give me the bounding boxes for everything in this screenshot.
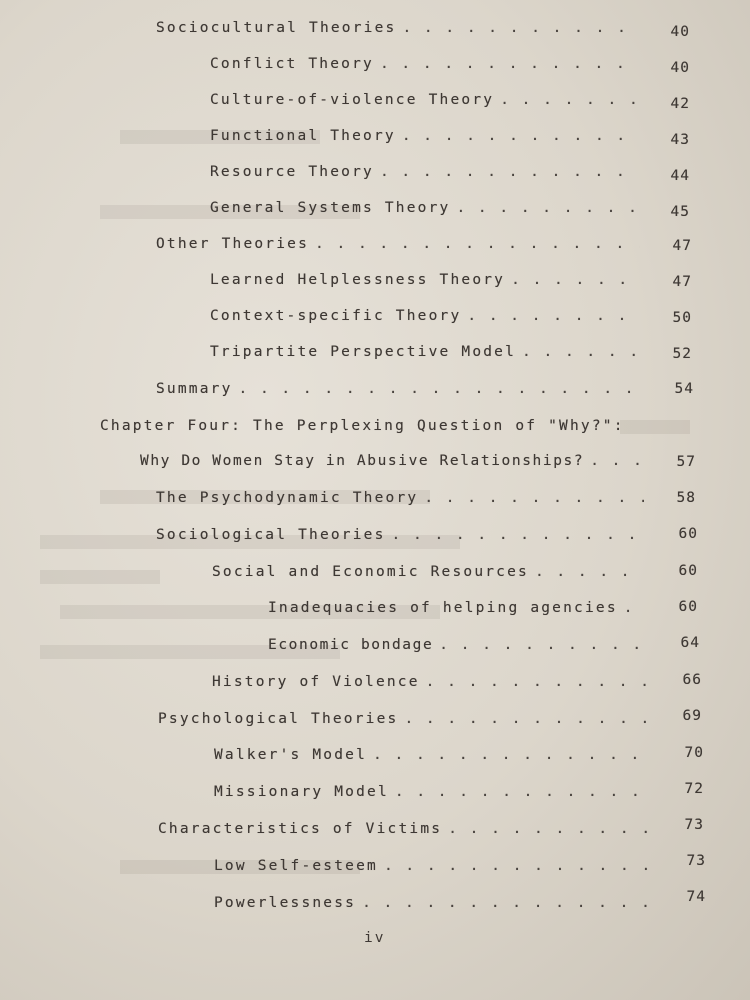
toc-entry-page: 45 (670, 204, 690, 220)
toc-entry-title: Context-specific Theory (210, 308, 462, 324)
toc-entry-title: Learned Helplessness Theory (210, 272, 506, 288)
toc-entry (212, 674, 652, 698)
toc-entry-title: Psychological Theories (158, 711, 399, 727)
toc-entry (210, 92, 646, 116)
toc-entry (210, 308, 646, 332)
leader-dots (424, 490, 644, 506)
toc-entry-title: Summary (156, 381, 233, 397)
toc-entry-page: 42 (670, 96, 690, 112)
toc-entry-title: Social and Economic Resources (212, 564, 529, 580)
toc-entry-page: 66 (682, 672, 702, 688)
toc-entry-page: 60 (678, 599, 698, 615)
toc-entry-title: Other Theories (156, 236, 310, 252)
toc-entry-title: Missionary Model (214, 784, 389, 800)
toc-entry (156, 527, 650, 551)
toc-entry-page: 60 (678, 526, 698, 542)
chapter-heading: Chapter Four: The Perplexing Question of "Why?": (100, 418, 625, 434)
leader-dots (373, 747, 648, 763)
toc-entry (140, 453, 648, 477)
leader-dots (402, 20, 640, 36)
toc-entry-title: Characteristics of Victims (158, 821, 443, 837)
toc-entry (210, 56, 646, 80)
leader-dots (402, 128, 640, 144)
toc-entry-title: Sociological Theories (156, 527, 386, 543)
toc-entry (212, 564, 650, 588)
leader-dots (239, 381, 640, 397)
toc-entry-page: 73 (684, 817, 704, 833)
toc-entry-title: Conflict Theory (210, 56, 374, 72)
toc-entry-page: 70 (684, 745, 704, 761)
toc-entry-page: 54 (674, 381, 694, 397)
toc-entry-title: Tripartite Perspective Model (210, 344, 517, 360)
toc-entry-title: Walker's Model (214, 747, 368, 763)
toc-entry (268, 600, 652, 624)
leader-dots (511, 272, 640, 288)
toc-entry (156, 490, 650, 514)
toc-entry (158, 821, 654, 845)
toc-entry-page: 58 (676, 490, 696, 506)
toc-entry-page: 60 (678, 563, 698, 579)
leader-dots (395, 784, 648, 800)
toc-entry-page: 72 (684, 781, 704, 797)
leader-dots (522, 344, 640, 360)
toc-entry (210, 128, 646, 152)
leader-dots (384, 858, 648, 874)
toc-entry-page: 44 (670, 168, 690, 184)
toc-entry-title: Economic bondage (268, 637, 434, 653)
toc-entry-page: 73 (686, 853, 706, 869)
toc-entry (214, 895, 654, 919)
toc-entry (268, 637, 652, 661)
toc-entry (156, 20, 646, 44)
toc-entry (214, 858, 654, 882)
toc-entry-page: 47 (672, 274, 692, 290)
toc-entry-page: 69 (682, 708, 702, 724)
toc-entry-title: Powerlessness (214, 895, 357, 911)
page-folio: iv (364, 930, 386, 946)
leader-dots (456, 200, 640, 216)
toc-entry-title: Low Self-esteem (214, 858, 378, 874)
leader-dots (535, 564, 644, 580)
toc-entry-page: 52 (672, 346, 692, 362)
toc-entry-title: The Psychodynamic Theory (156, 490, 419, 506)
leader-dots (404, 711, 646, 727)
toc-entry (210, 164, 646, 188)
toc-entry-page: 50 (672, 310, 692, 326)
toc-entry-page: 43 (670, 132, 690, 148)
leader-dots (467, 308, 640, 324)
toc-entry-page: 74 (686, 889, 706, 905)
leader-dots (439, 637, 646, 653)
toc-entry-page: 47 (672, 238, 692, 254)
toc-entry (210, 272, 646, 296)
toc-entry-title: History of Violence (212, 674, 420, 690)
toc-entry-page: 40 (670, 60, 690, 76)
toc-entry (214, 784, 654, 808)
leader-dots (624, 600, 646, 616)
toc-entry-title: Resource Theory (210, 164, 374, 180)
leader-dots (392, 527, 644, 543)
toc-entry-title: Inadequacies of helping agencies (268, 600, 618, 616)
toc-entry-title: Functional Theory (210, 128, 396, 144)
toc-entry-page: 57 (676, 454, 696, 470)
toc-entry (158, 711, 652, 735)
toc-entry (210, 344, 646, 368)
toc-entry-title: General Systems Theory (210, 200, 451, 216)
leader-dots (448, 821, 648, 837)
toc-entry-page: 40 (670, 24, 690, 40)
leader-dots (380, 164, 640, 180)
toc-entry-title: Culture-of-violence Theory (210, 92, 495, 108)
leader-dots (500, 92, 640, 108)
leader-dots (426, 674, 646, 690)
toc-entry (156, 381, 646, 405)
leader-dots (590, 453, 642, 469)
leader-dots (362, 895, 648, 911)
toc-entry (210, 200, 646, 224)
toc-entry (214, 747, 654, 771)
leader-dots (380, 56, 640, 72)
toc-entry (156, 236, 646, 260)
toc-entry-title: Why Do Women Stay in Abusive Relationships? (140, 453, 585, 469)
toc-entry-title: Sociocultural Theories (156, 20, 397, 36)
leader-dots (315, 236, 640, 252)
toc-entry-page: 64 (680, 635, 700, 651)
